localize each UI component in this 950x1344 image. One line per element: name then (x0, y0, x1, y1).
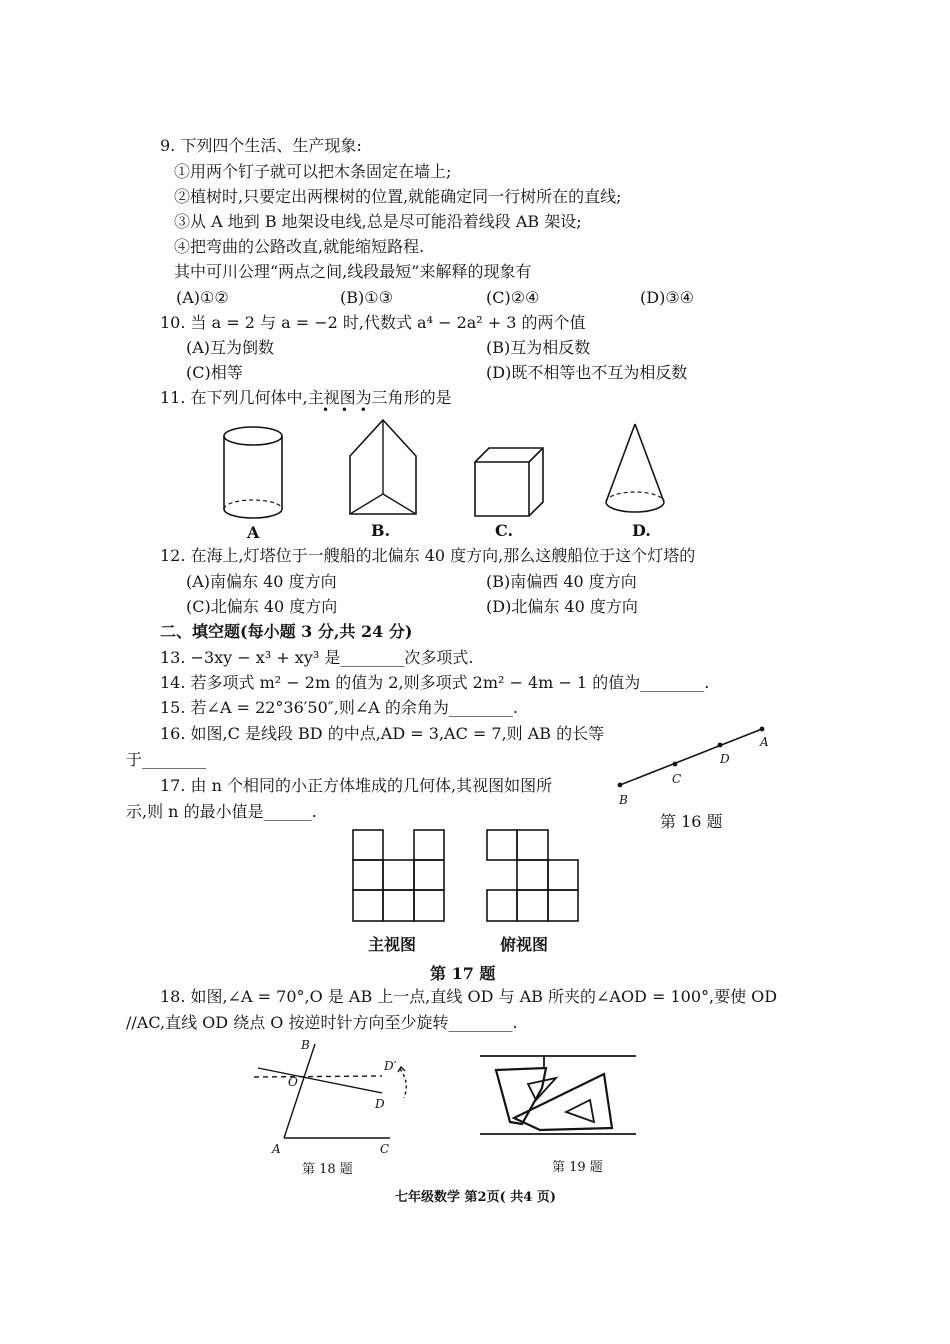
q14-text: 14. 若多项式 m² − 2m 的值为 2,则多项式 2m² − 4m − 1 的值为________. (160, 673, 710, 692)
q16-segment-figure (612, 722, 782, 812)
q12-option-a: (A)南偏东 40 度方向 (186, 572, 337, 591)
q18-label-d: D (375, 1097, 385, 1111)
q17-line-1: 17. 由 n 个相同的小正方体堆成的几何体,其视图如图所 (160, 776, 553, 795)
q9-option-c: (C)②④ (486, 288, 540, 307)
q18-label-b: B (301, 1038, 310, 1052)
q10-option-b: (B)互为相反数 (486, 338, 591, 357)
q17-front-view (352, 829, 446, 923)
q12-option-c: (C)北偏东 40 度方向 (186, 597, 338, 616)
q16-label-c: C (672, 772, 682, 786)
q9-item-4: ④把弯曲的公路改直,就能缩短路程. (174, 237, 425, 256)
q17-caption: 第 17 题 (430, 964, 496, 983)
q18-label-d-prime: D′ (384, 1059, 397, 1073)
q17-front-view-label: 主视图 (368, 935, 417, 954)
q18-line-2: //AC,直线 OD 绕点 O 按逆时针方向至少旋转________. (126, 1013, 518, 1032)
q12-option-d: (D)北偏东 40 度方向 (486, 597, 638, 616)
cone-figure (603, 422, 667, 518)
q9-question: 其中可川公理“两点之间,线段最短”来解释的现象有 (174, 262, 532, 281)
q18-caption: 第 18 题 (302, 1162, 353, 1177)
cylinder-figure (222, 425, 284, 521)
q11-label-c: C. (495, 521, 514, 540)
q17-top-view (486, 829, 580, 923)
q16-line-1: 16. 如图,C 是线段 BD 的中点,AD = 3,AC = 7,则 AB 的长等 (160, 724, 605, 743)
triangular-prism-figure (348, 418, 418, 518)
q10-option-c: (C)相等 (186, 363, 243, 382)
q11-stem: 11. 在下列几何体中,主视图为三角形的是 (160, 388, 452, 407)
q18-label-a: A (272, 1142, 281, 1156)
q11-label-b: B. (371, 521, 391, 540)
q19-set-squares-figure (474, 1048, 642, 1138)
q9-item-3: ③从 A 地到 B 地架设电线,总是尽可能沿着线段 AB 架设; (174, 212, 582, 231)
q10-option-a: (A)互为倒数 (186, 338, 275, 357)
q18-figure (248, 1036, 418, 1156)
q19-caption: 第 19 题 (552, 1160, 603, 1175)
q16-caption: 第 16 题 (660, 812, 723, 831)
q11-emphasis-dots: • • • (322, 403, 371, 417)
q16-label-a: A (760, 735, 769, 749)
q9-option-b: (B)①③ (340, 288, 393, 307)
section-2-title: 二、填空题(每小题 3 分,共 24 分) (160, 622, 413, 641)
q9-stem: 9. 下列四个生活、生产现象: (160, 136, 362, 155)
q18-line-1: 18. 如图,∠A = 70°,O 是 AB 上一点,直线 OD 与 AB 所夹的∠AOD = 100°,要使 OD (160, 987, 778, 1006)
q12-stem: 12. 在海上,灯塔位于一艘船的北偏东 40 度方向,那么这艘船位于这个灯塔的 (160, 546, 696, 565)
q13-text: 13. −3xy − x³ + xy³ 是________次多项式. (160, 648, 474, 667)
q9-item-2: ②植树时,只要定出两棵树的位置,就能确定同一行树所在的直线; (174, 187, 622, 206)
page-footer: 七年级数学 第2页( 共4 页) (395, 1190, 556, 1205)
q11-label-d: D. (632, 521, 651, 540)
q9-item-1: ①用两个钉子就可以把木条固定在墙上; (174, 162, 452, 181)
q12-option-b: (B)南偏西 40 度方向 (486, 572, 637, 591)
q11-label-a: A (247, 523, 260, 542)
q16-label-d: D (720, 752, 730, 766)
q10-stem: 10. 当 a = 2 与 a = −2 时,代数式 a⁴ − 2a² + 3 的两个值 (160, 313, 586, 332)
q18-label-o: O (288, 1075, 298, 1089)
q9-option-d: (D)③④ (640, 288, 694, 307)
q17-top-view-label: 俯视图 (500, 935, 549, 954)
q18-label-c: C (380, 1142, 390, 1156)
q9-option-a: (A)①② (176, 288, 229, 307)
q10-option-d: (D)既不相等也不互为相反数 (486, 363, 688, 382)
q17-line-2: 示,则 n 的最小值是______. (126, 802, 317, 821)
q16-line-2: 于________ (126, 750, 207, 769)
q16-label-b: B (619, 793, 628, 807)
cube-figure (473, 446, 545, 518)
q15-text: 15. 若∠A = 22°36′50″,则∠A 的余角为________. (160, 698, 518, 717)
